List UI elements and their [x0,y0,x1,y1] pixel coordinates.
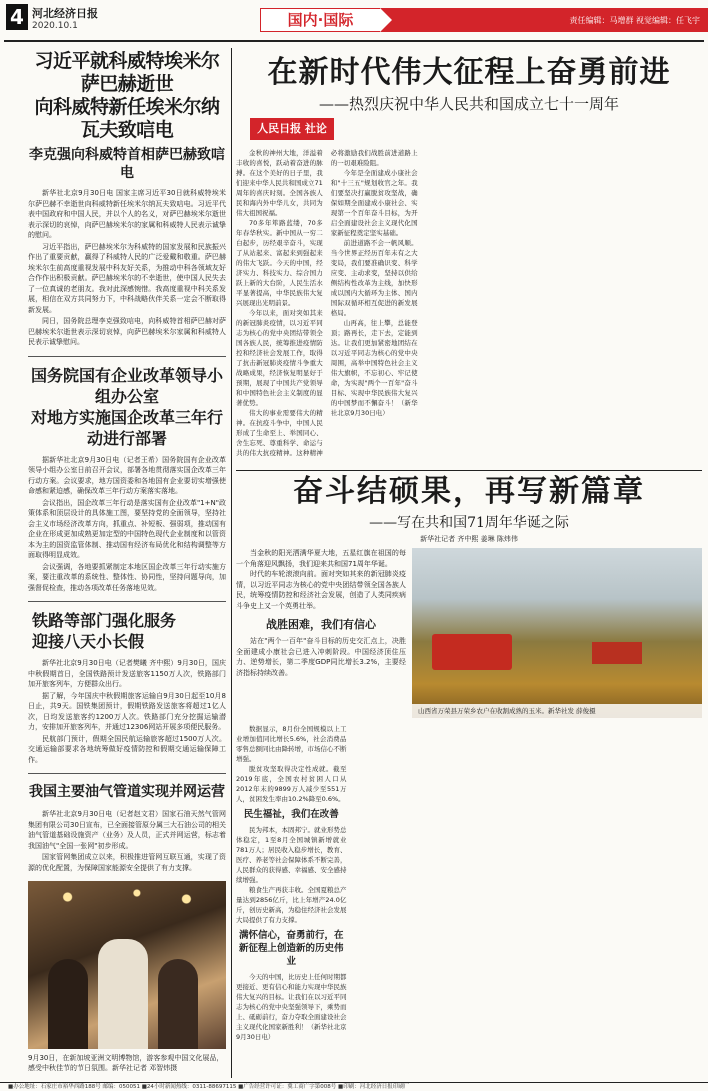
singapore-museum-photo [28,881,226,1049]
story1-headline-2[interactable]: 向科威特新任埃米尔纳瓦夫致唁电 [34,96,220,141]
feature-intro [236,548,406,678]
editorial-headline[interactable]: 在新时代伟大征程上奋勇前进 [267,55,671,90]
masthead [0,0,708,42]
section-arrow [380,8,392,32]
divider [28,356,226,357]
left-column [28,50,226,1080]
story2-body [28,455,226,594]
editors-credit: 责任编辑：马增群 视觉编辑：任飞宇 [569,16,700,25]
paragraph: 民为邦本，本固邦宁。就业形势总体稳定，1至8月全国城镇新增就业781万人；居民收入稳步增长，教育、医疗、养老等社会保障体系不断完善，人民群众的获得感、幸福感、安全感持续增强。 [236,826,347,884]
editorial-badge [250,118,334,140]
editorial-body [236,148,702,464]
feature-divider [236,470,702,471]
paragraph: 前进道路不会一帆风顺。当今世界正经历百年未有之大变局，我们要准确识变、科学应变、主动求变，坚持以供给侧结构性改革为主线，加快形成以国内大循环为主体、国内国际双循环相互促进的新发展格局。 [330,239,418,317]
story3-headline-1[interactable]: 铁路等部门强化服务 [32,611,177,630]
story3-body [28,658,226,765]
paragraph: 今天的中国，比历史上任何时期都更接近、更有信心和能力实现中华民族伟大复兴的目标。让我们在以习近平同志为核心的党中央坚强领导下，乘势而上、砥砺前行，奋力夺取全面建设社会主义现代化国家新胜利！（新华社北京9月30日电） [236,973,347,1041]
column-divider [231,48,232,1078]
badge-paper: 人民日报 [257,122,302,135]
photo-caption: 9月30日，在新加坡亚洲文明博物馆，游客参观中国文化展品，感受中秋佳节的节日氛围。新华社记者 邓智炜摄 [28,1054,224,1072]
paragraph: 金秋的神州大地，洋溢着丰收的喜悦，跃动着奋进的脉搏。在这个美好的日子里，我们迎来中华人民共和国成立71周年的喜庆时刻。全国各族人民和海内外中华儿女，共同为伟大祖国祝福。 [236,149,323,217]
visitor-figure [158,959,198,1049]
divider [28,773,226,774]
harvest-photo [412,548,702,718]
story1-subhead: 李克强向科威特首相萨巴赫致唁电 [29,147,225,181]
section-heading: 满怀信心，奋勇前行，在新征程上创造新的历史伟业 [238,930,344,967]
paragraph: 站在"两个一百年"奋斗目标的历史交汇点上，决胜全面建成小康社会已进入冲刺阶段。中国经济顶住压力、逆势增长，第二季度GDP同比增长3.2%，主要经济指标持续改善。 [236,637,406,677]
masthead-rule [4,40,704,42]
feature-subhead: ——写在共和国71周年华诞之际 [369,515,569,531]
paragraph: 粮食生产再获丰收。全国夏粮总产量达到2856亿斤，比上年增产24.0亿斤，创历史新高，为稳住经济社会发展大局提供了有力支撑。 [236,886,347,924]
page-footer: ■办公地址：石家庄市裕华西路188号 邮编：050051 ■24小时新闻热线：0311-88697115 ■广告经营许可证：冀工商广字第008号 ■印刷：河北经济日报印刷厂 [0,1082,708,1091]
paragraph: 山再高，往上攀，总能登顶；路再长，走下去，定能到达。让我们更加紧密地团结在以习近平同志为核心的党中央周围，高举中国特色社会主义伟大旗帜，不忘初心、牢记使命，为实现"两个一百年"奋斗目标、实现中华民族伟大复兴的中国梦而不懈奋斗！（新华社北京9月30日电） [330,319,418,417]
story3-headline-2[interactable]: 迎接八天小长假 [32,632,145,651]
byline: 新华社记者 齐中熙 姜琳 陈炜伟 [420,535,518,543]
section-heading: 战胜困难，我们有信心 [266,618,376,631]
feature-body [236,724,702,1074]
badge-label: 社论 [304,122,327,135]
paragraph: 会议强调，各地要抓紧制定本地区国企改革三年行动实施方案，要注重改革的系统性、整体性、协同性，坚持问题导向，加强督促检查，推动各项改革任务落地见效。 [28,562,226,592]
lantern-lights [28,881,226,921]
harvester-machine [432,634,512,670]
paragraph: 脱贫攻坚取得决定性成就。截至2019年底，全国农村贫困人口从2012年末的9899万人减少至551万人，贫困发生率由10.2%降至0.6%。 [236,765,347,803]
story1-body [28,188,226,348]
visitor-figure [48,959,88,1049]
paragraph: 数据显示，8月份全国规模以上工业增加值同比增长5.6%，社会消费品零售总额同比由降转增，市场信心不断增强。 [236,725,347,763]
section-band [260,8,708,32]
section-heading: 民生福祉，我们在改善 [243,809,339,820]
paper-date: 2020.10.1 [32,21,78,31]
paragraph: 时代的车轮滚滚向前。面对突如其来的新冠肺炎疫情，以习近平同志为核心的党中央团结带领全国各族人民，统筹疫情防控和经济社会发展，创造了人类同疾病斗争史上又一个英勇壮举。 [236,570,406,610]
paragraph: 70多年筚路蓝缕，70多年春华秋实。新中国从一穷二白起步，历经艰辛奋斗，实现了从站起来、富起来到强起来的伟大飞跃。今天的中国，经济实力、科技实力、综合国力跃上新的大台阶，人民生活水平显著提高，中华民族伟大复兴展现出光明前景。 [236,219,323,307]
editorial-subhead: ——热烈庆祝中华人民共和国成立七十一周年 [318,95,619,113]
paragraph: 据新华社北京9月30日电（记者王希）国务院国有企业改革领导小组办公室日前召开会议，部署各地贯彻落实国企改革三年行动方案。会议要求，地方国资委和各地国有企业要切实增强使命感和紧迫感，确保改革三年行动方案落实落地。 [28,455,226,495]
story1-headline-1[interactable]: 习近平就科威特埃米尔萨巴赫逝世 [34,50,220,95]
story2-headline-1[interactable]: 国务院国有企业改革领导小组办公室 [30,365,223,406]
paragraph: 国家管网集团成立以来，积极推进管网互联互通，实现了资源的优化配置，为保障国家能源安全提供了有力支撑。 [28,853,226,872]
story2-headline-2[interactable]: 对地方实施国企改革三年行动进行部署 [30,407,223,448]
paragraph: 同日，国务院总理李克强致唁电，向科威特首相萨巴赫对萨巴赫埃米尔逝世表示深切哀悼，向萨巴赫埃米尔家属和科威特人民表示诚挚慰问。 [28,317,226,346]
divider [28,601,226,602]
truck [592,642,642,664]
paragraph: 新华社北京9月30日电（记者樊曦 齐中熙）9月30日，国庆中秋假期首日，全国铁路预计发送旅客1150万人次，铁路部门加开旅客列车，方便群众出行。 [28,659,226,688]
feature-headline[interactable]: 奋斗结硕果，再写新篇章 [293,474,645,509]
paragraph: 今年是全面建成小康社会和"十三五"规划收官之年。我们要坚决打赢脱贫攻坚战，确保如期全面建成小康社会、实现第一个百年奋斗目标，为开启全面建设社会主义现代化国家新征程奠定坚实基础。 [330,169,418,237]
paragraph: 新华社北京9月30日电（记者赵文君）国家石油天然气管网集团有限公司30日宣布，已全面接管原分属三大石油公司的相关油气管道基础设施资产（业务）及人员，正式并网运营，标志着我国油气"全国一张网"初步形成。 [28,810,226,850]
visitor-figure [98,939,148,1049]
paragraph: 当金秋的阳光洒满华夏大地，五星红旗在祖国的每一个角落迎风飘扬，我们迎来共和国71周年华诞。 [236,549,406,568]
paper-name: 河北经济日报 [32,7,98,20]
anniversary-feature [236,474,702,1080]
paragraph: 据了解，今年国庆中秋假期旅客运输自9月30日起至10月8日止，共9天。国铁集团预计，假期铁路发送旅客将超过1亿人次，日均发送旅客约1200万人次。铁路部门充分挖掘运输潜力，安排加开旅客列车，并通过12306网站开展多项便民服务。 [28,691,226,731]
page-number: 4 [6,4,28,30]
paragraph: 会议指出，国企改革三年行动是落实国有企业改革"1+N"政策体系和顶层设计的具体施工图，要坚持党的全面领导，坚持社会主义市场经济改革方向，抓重点、补短板、强弱项，推动国有企业在形成更加成熟更加定型的中国特色现代企业制度和以管资本为主的国资监管体制、推动国有经济布局优化和结构调整等方面取得明显成效。 [28,498,226,559]
story4-headline[interactable]: 我国主要油气管道实现并网运营 [29,784,225,800]
paragraph: 习近平指出，萨巴赫埃米尔为科威特的国家发展和民族振兴作出了重要贡献，赢得了科威特人民的广泛爱戴和敬重。萨巴赫埃米尔生前高度重视发展中科友好关系，为推动中科各领域友好合作作出积极贡献。萨巴赫埃米尔的不幸逝世，使中国人民失去了一位真诚的老朋友。我对此深感惋惜。我高度重视中科关系发展，相信在双方共同努力下，中科战略伙伴关系一定会不断取得新发展。 [28,242,226,314]
paragraph: 民航部门预计，假期全国民航运输旅客超过1500万人次。交通运输部要求各地统筹做好疫情防控和假期交通运输保障工作。 [28,734,226,764]
section-title: 国内·国际 [260,8,380,32]
paragraph: 伟大的事业需要伟大的精神。在抗疫斗争中，中国人民形成了生命至上、举国同心、舍生忘死、尊重科学、命运与共的伟大抗疫精神。这种精神必将激励我们战胜前进道路上的一切艰难险阻。 [236,149,418,457]
story4-body [28,809,226,873]
editorial-feature [236,54,702,466]
paragraph: 新华社北京9月30日电 国家主席习近平30日就科威特埃米尔萨巴赫不幸逝世向科威特新任埃米尔纳瓦夫致唁电。习近平代表中国政府和中国人民，并以个人的名义，对萨巴赫埃米尔逝世表示深切的哀悼，向萨巴赫埃米尔的家属和科威特人民表示诚挚的慰问。 [28,189,226,239]
paragraph: 今年以来，面对突如其来的新冠肺炎疫情，以习近平同志为核心的党中央团结带领全国各族人民，统筹推进疫情防控和经济社会发展工作，取得了抗击新冠肺炎疫情斗争重大战略成果，经济恢复明显好于预期，展现了中国共产党领导和中国特色社会主义制度的显著优势。 [236,309,323,407]
harvest-photo-caption: 山西省万荣县万荣乡农户在收割成熟的玉米。新华社发 薛俊摄 [412,704,702,718]
